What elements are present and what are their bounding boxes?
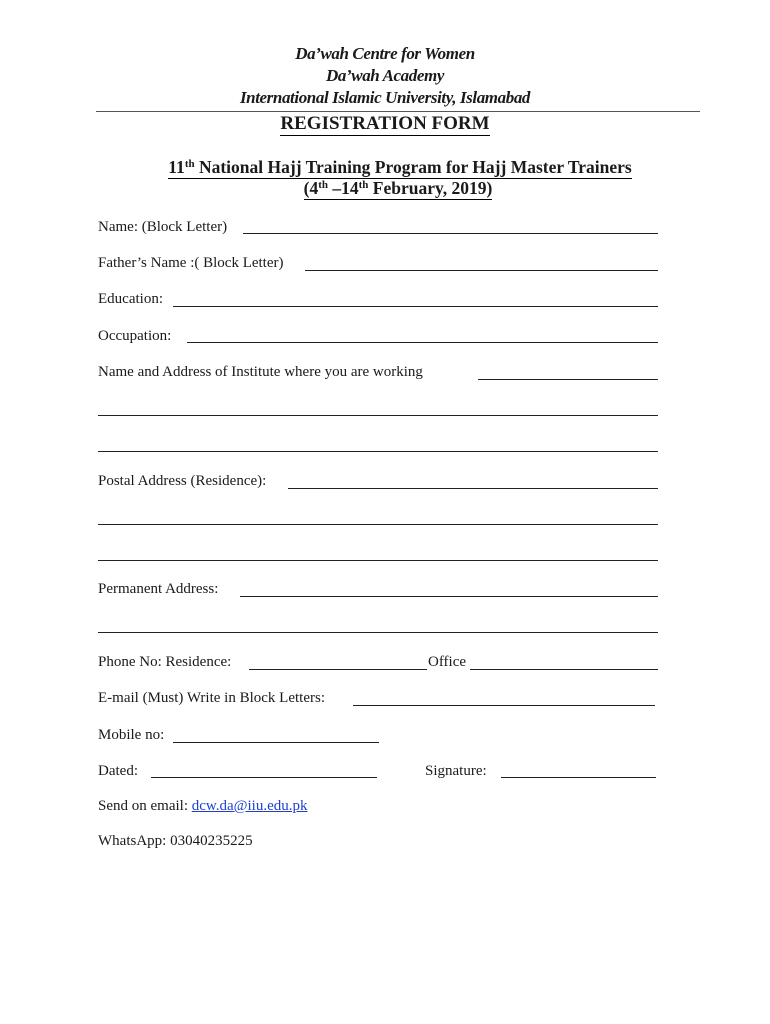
program-title-text xyxy=(168,157,631,179)
program-end-day: –14 xyxy=(328,178,359,198)
program-title xyxy=(0,157,770,178)
father-name-field[interactable] xyxy=(305,270,658,271)
postal-address-field-line-1[interactable] xyxy=(288,488,658,489)
permanent-address-field-line-2[interactable] xyxy=(98,632,658,633)
header-academy-name: Da’wah Academy xyxy=(326,66,444,85)
header-centre-name: Da’wah Centre for Women xyxy=(295,44,475,63)
postal-address-label: Postal Address (Residence): xyxy=(98,473,267,489)
dated-label: Dated: xyxy=(98,763,138,779)
contact-email-link[interactable]: dcw.da@iiu.edu.pk xyxy=(191,798,308,814)
whatsapp-line: WhatsApp: 03040235225 xyxy=(98,833,253,849)
postal-address-field-line-3[interactable] xyxy=(98,560,658,561)
phone-residence-label: Phone No: Residence: xyxy=(98,654,232,670)
institute-field-line-1[interactable] xyxy=(478,379,658,380)
signature-label: Signature: xyxy=(425,763,487,779)
permanent-address-label: Permanent Address: xyxy=(98,581,219,597)
send-email-line xyxy=(98,797,307,815)
education-field[interactable] xyxy=(173,306,658,307)
dated-field[interactable] xyxy=(151,777,377,778)
program-edition-suffix: th xyxy=(184,158,195,170)
signature-field[interactable] xyxy=(501,777,656,778)
program-dates-text xyxy=(304,178,493,200)
education-label: Education: xyxy=(98,291,163,307)
office-phone-label: Office xyxy=(428,654,467,670)
phone-residence-field[interactable] xyxy=(249,669,427,670)
institute-field-line-2[interactable] xyxy=(98,415,658,416)
program-start-day: (4 xyxy=(303,178,319,198)
email-label: E-mail (Must) Write in Block Letters: xyxy=(98,690,325,706)
program-edition-number: 11 xyxy=(168,157,185,177)
mobile-label: Mobile no: xyxy=(98,727,165,743)
occupation-label: Occupation: xyxy=(98,328,172,344)
program-start-suffix: th xyxy=(318,179,328,191)
office-phone-field[interactable] xyxy=(470,669,658,670)
email-field[interactable] xyxy=(353,705,655,706)
header-university-name: International Islamic University, Islamabad xyxy=(239,88,531,107)
mobile-field[interactable] xyxy=(173,742,379,743)
form-title xyxy=(0,113,770,135)
form-title-text: REGISTRATION FORM xyxy=(280,113,490,134)
father-name-label: Father’s Name :( Block Letter) xyxy=(98,255,284,271)
program-name: National Hajj Training Program for Hajj Master Trainers xyxy=(198,157,632,177)
occupation-field[interactable] xyxy=(187,342,658,343)
name-label: Name: (Block Letter) xyxy=(98,219,228,235)
program-month-year: February, 2019) xyxy=(368,178,493,198)
program-dates xyxy=(0,178,770,199)
postal-address-field-line-2[interactable] xyxy=(98,524,658,525)
send-email-label: Send on email: xyxy=(98,798,192,814)
institute-field-line-3[interactable] xyxy=(98,451,658,452)
header-divider xyxy=(96,111,700,112)
name-field[interactable] xyxy=(243,233,658,234)
permanent-address-field-line-1[interactable] xyxy=(240,596,658,597)
institute-label: Name and Address of Institute where you are working xyxy=(98,364,423,380)
program-end-suffix: th xyxy=(358,179,369,191)
